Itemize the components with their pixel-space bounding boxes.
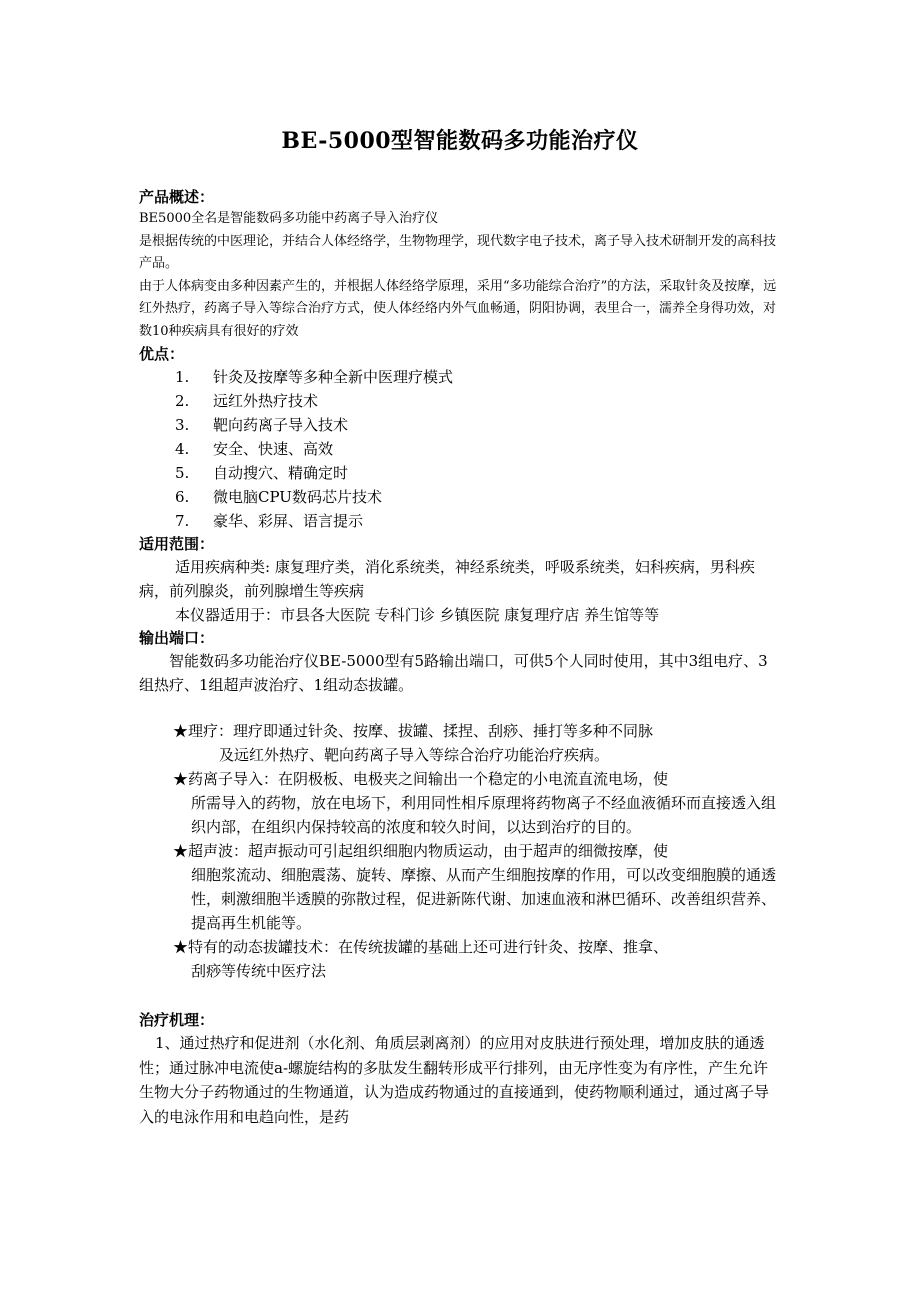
page-title: BE-5000型智能数码多功能治疗仪 bbox=[281, 128, 639, 154]
scope-heading: 适用范围： bbox=[139, 535, 215, 553]
mechanism-heading: 治疗机理： bbox=[139, 1011, 215, 1029]
list-item: 5. 自动搜穴、精确定时 bbox=[175, 464, 349, 482]
scope-diseases: 适用疾病种类: 康复理疗类，消化系统类，神经系统类，呼吸系统类，妇科疾病，男科疾病，前列腺炎，前列腺增生等疾病 bbox=[139, 558, 755, 600]
document-body bbox=[139, 186, 782, 1129]
list-item: 4. 安全、快速、高效 bbox=[175, 440, 334, 458]
output-heading: 输出端口： bbox=[139, 629, 215, 647]
advantages-heading: 优点： bbox=[139, 345, 185, 363]
feature-item: ★超声波：超声振动可引起组织细胞内物质运动，由于超声的细微按摩，使 细胞浆流动、细胞震荡、旋转、摩擦、从而产生细胞按摩的作用，可以改变细胞膜的通透性，刺激细胞半透膜的弥散过程，促进新陈代谢、加速血液和淋巴循环、改善组织营养、提高再生机能等。 bbox=[173, 842, 777, 932]
overview-line: 是根据传统的中医理论，并结合人体经络学，生物物理学，现代数字电子技术，离子导入技术研制开发的高科技产品。 bbox=[139, 233, 777, 271]
advantages-list bbox=[139, 365, 782, 533]
list-item: 6. 微电脑CPU数码芯片技术 bbox=[175, 488, 382, 506]
feature-item: ★药离子导入：在阴极板、电极夹之间输出一个稳定的小电流直流电场，使 所需导入的药物，放在电场下，利用同性相斥原理将药物离子不经血液循环而直接透入组织内部，在组织内保持较高的浓度和较久时间，以达到治疗的目的。 bbox=[173, 770, 777, 836]
feature-item: ★特有的动态拔罐技术：在传统拔罐的基础上还可进行针灸、按摩、推拿、 刮痧等传统中医疗法 bbox=[173, 938, 669, 980]
overview-heading: 产品概述： bbox=[139, 188, 215, 206]
list-item: 3. 靶向药离子导入技术 bbox=[175, 416, 349, 434]
output-text: 智能数码多功能治疗仪BE-5000型有5路输出端口，可供5个人同时使用，其中3组电疗、3组热疗、1组超声波治疗、1组动态拔罐。 bbox=[139, 652, 768, 694]
overview-line: BE5000全名是智能数码多功能中药离子导入治疗仪 bbox=[139, 211, 439, 226]
scope-places: 本仪器适用于：市县各大医院 专科门诊 乡镇医院 康复理疗店 养生馆等等 bbox=[175, 606, 660, 624]
list-item: 2. 远红外热疗技术 bbox=[175, 392, 319, 410]
overview-line: 由于人体病变由多种因素产生的，并根据人体经络学原理，采用“多功能综合治疗”的方法，采取针灸及按摩，远红外热疗，药离子导入等综合治疗方式，使人体经络内外气血畅通，阴阳协调，表里合一，濡养全身得功效，对数10种疾病具有很好的疗效 bbox=[139, 278, 777, 339]
list-item: 1. 针灸及按摩等多种全新中医理疗模式 bbox=[175, 368, 454, 386]
mechanism-text: 1、通过热疗和促进剂（水化剂、角质层剥离剂）的应用对皮肤进行预处理，增加皮肤的通透性；通过脉冲电流使a-螺旋结构的多肽发生翻转形成平行排列，由无序性变为有序性，产生允许生物大分子药物通过的生物通道，认为造成药物通过的直接通到，使药物顺利通过，通过离子导入的电泳作用和电趋向性，是药 bbox=[139, 1034, 770, 1126]
list-item: 7. 豪华、彩屏、语言提示 bbox=[175, 512, 364, 530]
feature-item: ★理疗：理疗即通过针灸、按摩、拔罐、揉捏、刮痧、捶打等多种不同脉 及远红外热疗、靶向药离子导入等综合治疗功能治疗疾病。 bbox=[173, 722, 654, 764]
